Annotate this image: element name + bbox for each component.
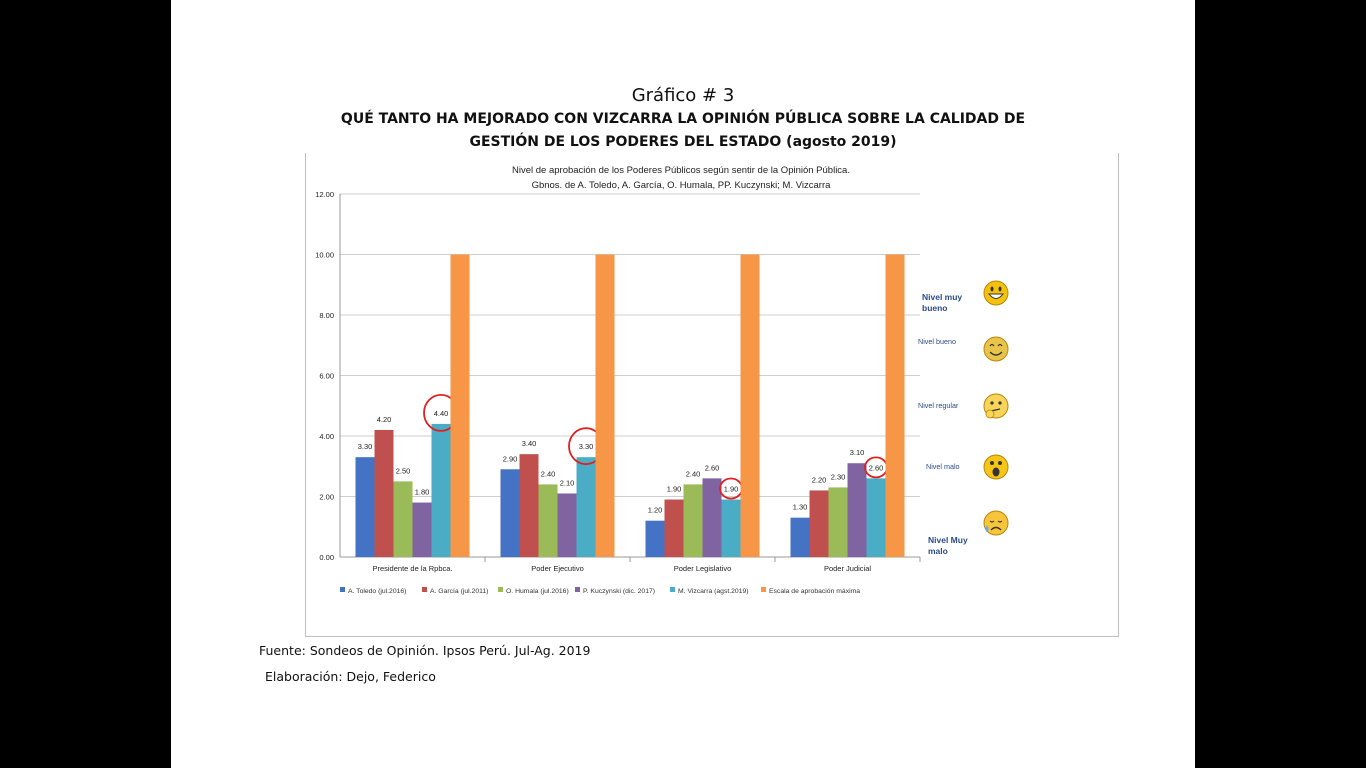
- face-eye: [998, 461, 1002, 465]
- bar: [413, 503, 432, 557]
- y-tick-label: 0.00: [319, 553, 334, 562]
- shocked-face-icon: [984, 455, 1008, 479]
- x-category-label: Poder Legislativo: [673, 564, 732, 573]
- bar: [886, 255, 905, 558]
- bar: [356, 457, 375, 557]
- bar-value-label: 1.30: [792, 502, 808, 512]
- bar-value-label: 2.30: [830, 472, 846, 482]
- bar-value-label: 3.30: [578, 442, 594, 452]
- bar: [703, 478, 722, 557]
- bar: [577, 457, 596, 557]
- bar-value-label: 1.80: [414, 487, 430, 497]
- scale-label-4: Nivel malo: [926, 462, 960, 471]
- bar-value-label: 2.10: [559, 478, 575, 488]
- bar-value-label: 2.40: [540, 469, 556, 479]
- y-tick-label: 6.00: [319, 371, 334, 381]
- legend-swatch: [670, 587, 675, 592]
- bar-value-label: 2.60: [868, 463, 884, 473]
- bar-value-label: 4.20: [376, 414, 392, 424]
- bar-value-label: 2.60: [704, 463, 720, 473]
- face-eye: [990, 401, 993, 404]
- bar: [520, 454, 539, 557]
- bar: [810, 490, 829, 557]
- y-tick-label: 12.00: [315, 190, 334, 199]
- y-tick-label: 2.00: [319, 492, 334, 502]
- bar: [829, 487, 848, 557]
- bar: [848, 463, 867, 557]
- bar-value-label: 1.20: [647, 505, 663, 515]
- scale-label-1: bueno: [922, 303, 948, 313]
- chart-title: Nivel de aprobación de los Poderes Públicos según sentir de la Opinión Pública.: [512, 165, 850, 176]
- face-mouth: [993, 468, 1000, 477]
- bar-chart: [306, 153, 1118, 636]
- x-category-label: Poder Ejecutivo: [531, 564, 584, 573]
- legend-label: A. Toledo (jul.2016): [348, 588, 407, 595]
- bar-value-label: 3.10: [849, 448, 865, 458]
- bar-value-label: 2.40: [685, 469, 701, 479]
- legend-label: M. Vizcarra (agst.2019): [678, 588, 749, 595]
- bar: [558, 493, 577, 557]
- chart-main-title-line-2: GESTIÓN DE LOS PODERES DEL ESTADO (agosto 2019): [469, 134, 897, 150]
- y-tick-label: 10.00: [315, 250, 334, 260]
- source-note: Fuente: Sondeos de Opinión. Ipsos Perú. Jul-Ag. 2019: [259, 643, 591, 658]
- bar: [741, 255, 760, 558]
- face-head: [984, 281, 1008, 305]
- face-eye: [990, 461, 994, 465]
- legend-swatch: [340, 587, 345, 592]
- legend-label: Escala de aprobación máxima: [769, 588, 861, 595]
- bar: [501, 469, 520, 557]
- scale-label-5: Nivel Muy: [928, 535, 968, 545]
- smiling-face-icon: [984, 337, 1008, 361]
- face-head: [984, 337, 1008, 361]
- face-eye: [991, 287, 994, 292]
- x-category-label: Poder Judicial: [823, 564, 872, 573]
- bar-value-label: 4.40: [433, 408, 449, 418]
- bar-value-label: 1.90: [666, 484, 682, 494]
- bar: [867, 478, 886, 557]
- bar-value-label: 3.40: [521, 439, 537, 449]
- legend-label: P. Kuczynski (dic. 2017): [583, 588, 656, 595]
- bar: [451, 255, 470, 558]
- author-note: Elaboración: Dejo, Federico: [265, 669, 436, 684]
- x-category-label: Presidente de la Rpbca.: [372, 564, 453, 573]
- chart-main-title-line-1: QUÉ TANTO HA MEJORADO CON VIZCARRA LA OPINIÓN PÚBLICA SOBRE LA CALIDAD DE: [340, 111, 1026, 127]
- bar-value-label: 2.90: [502, 454, 518, 464]
- bar-value-label: 3.30: [357, 442, 373, 452]
- bar: [596, 255, 615, 558]
- bar: [394, 481, 413, 557]
- y-tick-label: 4.00: [319, 432, 334, 441]
- scale-label-2: Nivel bueno: [918, 337, 956, 346]
- grinning-face-icon: [984, 281, 1008, 305]
- face-eye: [999, 287, 1002, 292]
- bar: [646, 521, 665, 557]
- thinking-face-icon: [984, 394, 1008, 418]
- face-eye: [998, 401, 1001, 404]
- bar: [665, 500, 684, 557]
- bar: [432, 424, 451, 557]
- bar: [684, 484, 703, 557]
- legend-swatch: [575, 587, 580, 592]
- y-tick-label: 8.00: [319, 311, 334, 320]
- scale-label-3: Nivel regular: [918, 401, 959, 410]
- bar: [539, 484, 558, 557]
- bar-value-label: 2.50: [395, 466, 411, 476]
- crying-face-icon: [984, 511, 1008, 535]
- legend-label: A. García (jul.2011): [430, 588, 489, 595]
- legend-label: O. Humala (jul.2016): [506, 588, 569, 595]
- scale-label-1: Nivel muy: [922, 292, 963, 302]
- face-hand: [986, 410, 994, 418]
- bar: [722, 500, 741, 557]
- legend-swatch: [498, 587, 503, 592]
- scale-label-5: malo: [928, 546, 948, 556]
- bar-value-label: 1.90: [723, 484, 739, 494]
- legend-swatch: [761, 587, 766, 592]
- chart-number-title: Gráfico # 3: [631, 85, 735, 106]
- chart-subtitle: Gbnos. de A. Toledo, A. García, O. Humala, PP. Kuczynski; M. Vizcarra: [531, 180, 831, 191]
- chart-frame: [305, 153, 1119, 637]
- bar: [791, 518, 810, 557]
- legend-swatch: [422, 587, 427, 592]
- bar: [375, 430, 394, 557]
- bar-value-label: 2.20: [811, 475, 827, 485]
